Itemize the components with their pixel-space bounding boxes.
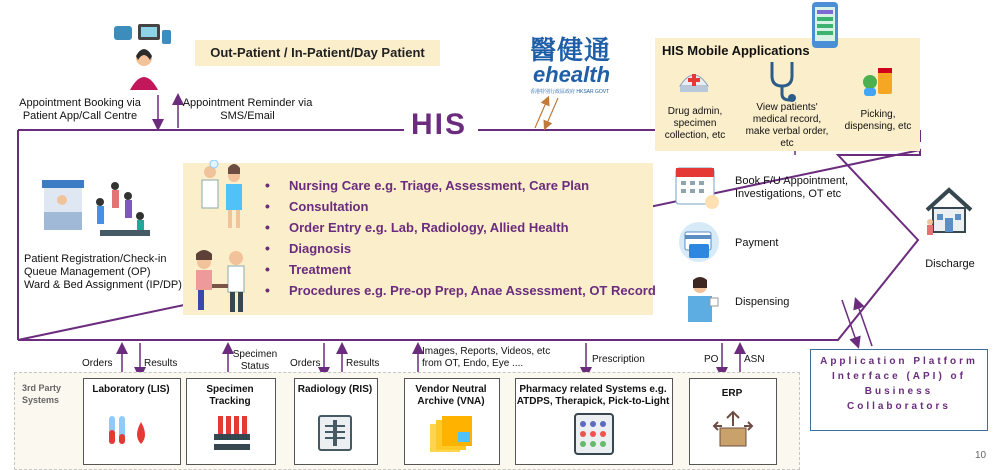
nurse-doctor-icon xyxy=(192,160,252,232)
medicine-icon xyxy=(860,62,898,98)
ris-system-label: Radiology (RIS) xyxy=(297,384,373,395)
ehealth-logo-chinese: 醫健通 xyxy=(530,35,612,65)
flow-orders-radiology: Orders xyxy=(290,358,321,369)
nurse-cap-icon xyxy=(676,64,712,96)
payment-label: Payment xyxy=(735,237,779,249)
stethoscope-icon xyxy=(764,58,800,102)
registration-desk-icon xyxy=(40,172,160,248)
registration-line-3: Ward & Bed Assignment (IP/DP) xyxy=(24,279,182,291)
core-item-consultation: • Consultation xyxy=(265,196,656,217)
specimen-rack-icon xyxy=(212,414,252,454)
xray-icon xyxy=(315,414,355,454)
calendar-booking-icon xyxy=(672,160,722,212)
core-item-nursing: • Nursing Care e.g. Triage, Assessment, Care Plan xyxy=(265,175,656,196)
mobile-item-drug-admin: Drug admin, specimen collection, etc xyxy=(664,106,726,141)
consultation-icon xyxy=(190,248,252,314)
vna-system-label: Vendor Neutral Archive (VNA) xyxy=(415,384,487,407)
mobile-item-picking: Picking, dispensing, etc xyxy=(844,109,912,132)
flow-results-lab: Results xyxy=(144,358,178,369)
lab-test-tubes-icon xyxy=(105,412,155,454)
ehealth-logo-english: ehealth xyxy=(533,62,611,87)
flow-asn: ASN xyxy=(744,354,765,365)
flow-specimen-status: Specimen Status xyxy=(232,349,278,372)
registration-line-2: Queue Management (OP) xyxy=(24,266,151,278)
flow-orders-lab: Orders xyxy=(82,358,113,369)
mobile-apps-title: HIS Mobile Applications xyxy=(662,43,810,58)
smartphone-icon xyxy=(808,0,844,52)
page-number: 10 xyxy=(975,450,987,461)
specimen-tracking-label: Specimen Tracking xyxy=(206,384,254,407)
his-title: HIS xyxy=(404,108,474,142)
flow-prescription: Prescription xyxy=(592,354,645,365)
mobile-item-view-records: View patients' medical record, make verbal order, etc xyxy=(745,102,829,149)
core-item-procedures: • Procedures e.g. Pre-op Prep, Anae Assessment, OT Record xyxy=(265,280,656,301)
flow-images-reports: Images, Reports, Videos, etc from OT, Endo, Eye .... xyxy=(422,346,551,369)
pharmacy-system-label: Pharmacy related Systems e.g. ATDPS, Therapick, Pick-to-Light xyxy=(516,384,670,407)
api-business-collaborators-box: Application Platform Interface (API) of Business Collaborators xyxy=(810,349,988,431)
patient-contact-icon xyxy=(110,20,185,95)
core-item-diagnosis: • Diagnosis xyxy=(265,238,656,259)
ehealth-logo-sub: 香港特別行政區政府 HKSAR GOVT xyxy=(530,89,610,95)
erp-system-label: ERP xyxy=(721,388,743,399)
erp-box-arrows-icon xyxy=(712,410,754,450)
flow-po: PO xyxy=(704,354,719,365)
dispensing-label: Dispensing xyxy=(735,296,790,308)
clinical-activities-list xyxy=(265,175,656,301)
core-item-order-entry: • Order Entry e.g. Lab, Radiology, Allied Health xyxy=(265,217,656,238)
pharmacy-machine-icon xyxy=(573,412,615,458)
appointment-reminder-label: Appointment Reminder via SMS/Email xyxy=(182,97,313,122)
payment-icon xyxy=(675,220,723,264)
home-discharge-icon xyxy=(923,186,975,246)
registration-line-1: Patient Registration/Check-in xyxy=(24,253,167,265)
flow-results-radiology: Results xyxy=(346,358,380,369)
dispensing-pharmacist-icon xyxy=(680,276,724,324)
lis-system-label: Laboratory (LIS) xyxy=(92,384,170,395)
archive-folders-icon xyxy=(428,414,474,456)
core-item-treatment: • Treatment xyxy=(265,259,656,280)
appointment-booking-label: Appointment Booking via Patient App/Call Centre xyxy=(19,97,141,122)
discharge-label: Discharge xyxy=(925,258,975,270)
patient-type-banner: Out-Patient / In-Patient/Day Patient xyxy=(195,40,440,66)
book-followup-label: Book F/U Appointment, Investigations, OT etc xyxy=(735,175,849,200)
third-party-label: 3rd Party Systems xyxy=(22,383,62,405)
